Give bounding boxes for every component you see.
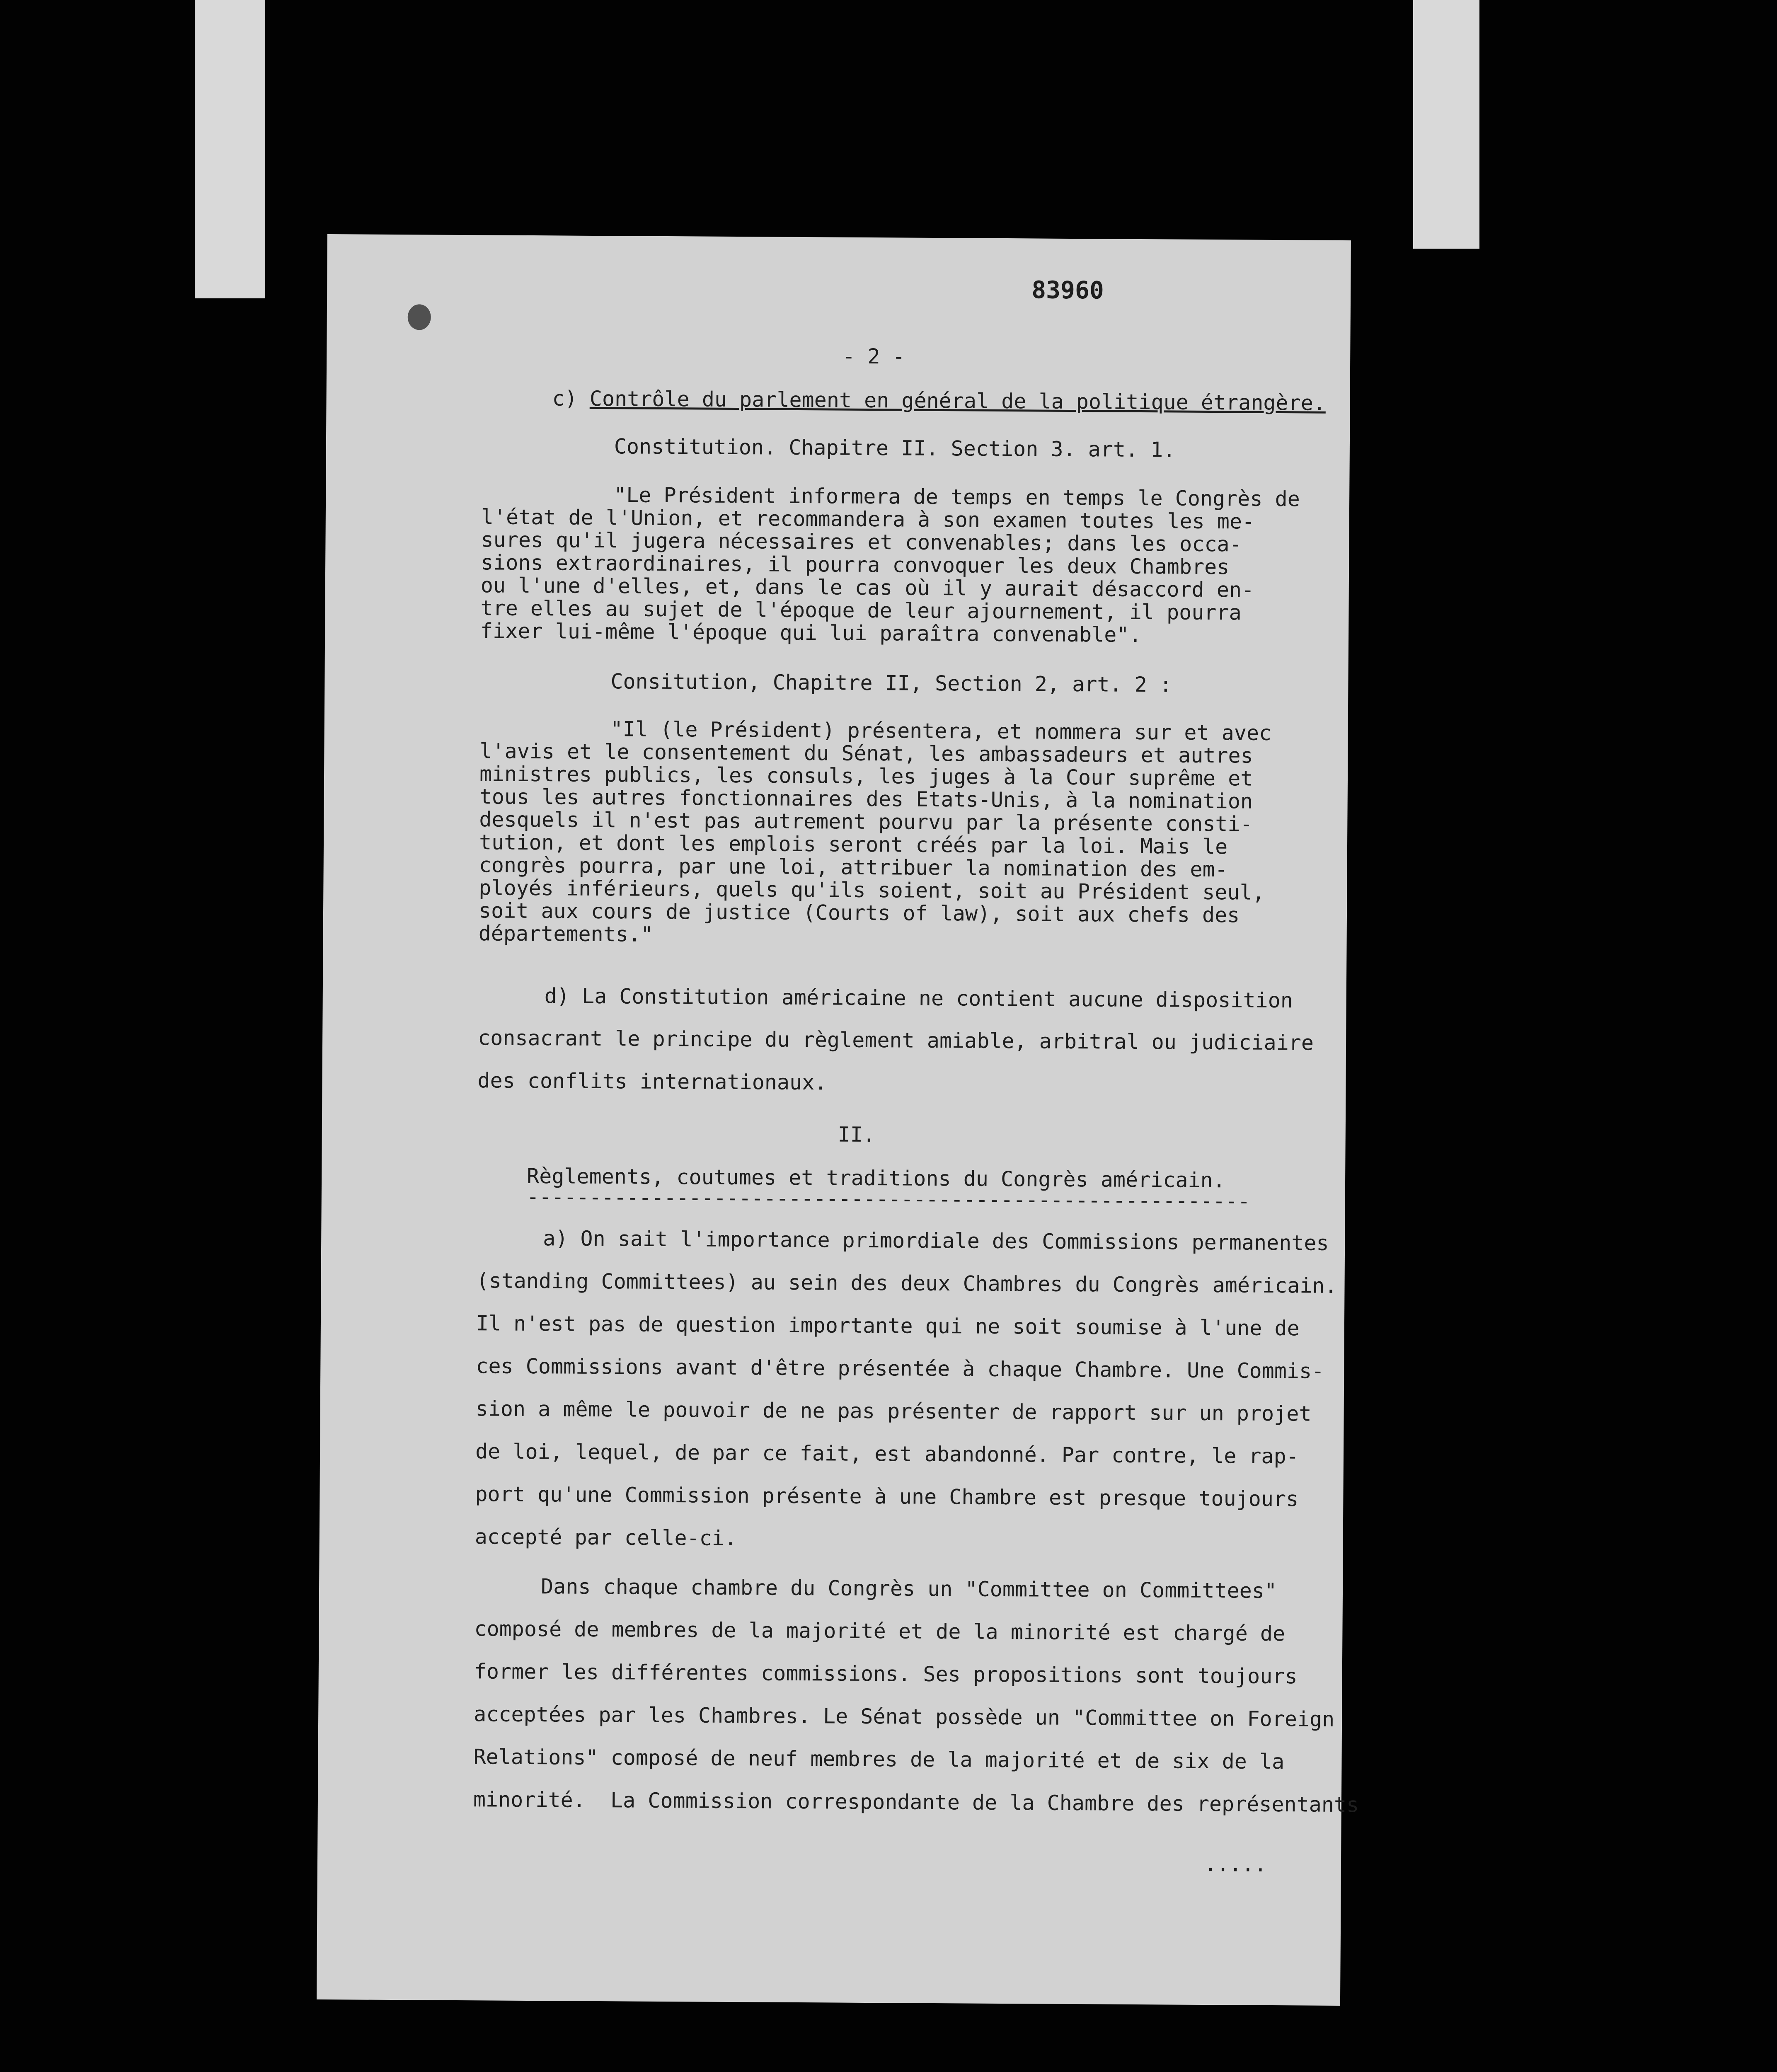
- para-b-line: composé de membres de la majorité et de la minorité est chargé de: [474, 1617, 1286, 1646]
- quote-1-line: l'état de l'Union, et recommandera à son examen toutes les me-: [481, 505, 1255, 534]
- part-title: Règlements, coutumes et traditions du Congrès américain.: [526, 1164, 1226, 1193]
- document-number: 83960: [1031, 276, 1104, 305]
- quote-1-line: sions extraordinaires, il pourra convoquer les deux Chambres: [480, 550, 1230, 579]
- section-d-line: des conflits internationaux.: [477, 1068, 827, 1095]
- quote-2-line: soit aux cours de justice (Courts of law), soit aux chefs des: [478, 898, 1240, 927]
- para-b-line: Dans chaque chambre du Congrès un "Committee on Committees": [540, 1574, 1277, 1603]
- para-b-line: Relations" composé de neuf membres de la majorité et de six de la: [473, 1745, 1285, 1774]
- quote-1-line: "Le Président informera de temps en temps le Congrès de: [613, 483, 1300, 511]
- section-d-line: consacrant le principe du règlement amiable, arbitral ou judiciaire: [477, 1026, 1314, 1055]
- page-number: - 2 -: [843, 344, 905, 369]
- part-title-rule: ----------------------------------------------------------: [526, 1184, 1250, 1213]
- para-a-line: de loi, lequel, de par ce fait, est abandonné. Par contre, le rap-: [475, 1439, 1299, 1469]
- quote-2-line: "Il (le Président) présentera, et nommera sur et avec: [610, 717, 1272, 745]
- citation-2: Consitution, Chapitre II, Section 2, art. 2 :: [610, 669, 1172, 697]
- section-c-label: c): [552, 386, 590, 411]
- para-b-line: minorité. La Commission correspondante de la Chambre des représentants: [473, 1787, 1359, 1817]
- quote-1-line: tre elles au sujet de l'époque de leur ajournement, il pourra: [480, 596, 1242, 625]
- quote-2-line: l'avis et le consentement du Sénat, les ambassadeurs et autres: [479, 739, 1253, 768]
- quote-1-line: sures qu'il jugera nécessaires et convenables; dans les occa-: [481, 528, 1242, 557]
- section-d-line: d) La Constitution américaine ne contient aucune disposition: [544, 984, 1293, 1013]
- citation-1: Constitution. Chapitre II. Section 3. art. 1.: [614, 434, 1176, 462]
- para-a-line: ces Commissions avant d'être présentée à chaque Chambre. Une Commis-: [476, 1354, 1324, 1383]
- quote-2-line: tution, et dont les emplois seront créés par la loi. Mais le: [479, 830, 1228, 859]
- quote-2-line: desquels il n'est pas autrement pourvu par la présente consti-: [479, 807, 1253, 836]
- punch-hole: [408, 304, 431, 330]
- section-c-heading: [552, 388, 1326, 413]
- quote-1-line: fixer lui-même l'époque qui lui paraîtra convenable".: [480, 619, 1142, 647]
- section-c-title: Contrôle du parlement en général de la politique étrangère.: [589, 386, 1326, 415]
- quote-2-line: départements.": [478, 921, 654, 946]
- mounting-tape-top-right: [1413, 0, 1479, 249]
- document-page: [317, 234, 1359, 2006]
- para-a-line: accepté par celle-ci.: [475, 1525, 737, 1551]
- continuation-dots: .....: [1204, 1852, 1267, 1876]
- para-a-line: (standing Committees) au sein des deux Chambres du Congrès américain.: [476, 1268, 1337, 1298]
- quote-1-line: ou l'une d'elles, et, dans le cas où il y aurait désaccord en-: [480, 573, 1254, 602]
- para-a-line: port qu'une Commission présente à une Chambre est presque toujours: [475, 1482, 1299, 1511]
- para-b-line: former les différentes commissions. Ses propositions sont toujours: [474, 1659, 1298, 1689]
- para-a-line: sion a même le pouvoir de ne pas présenter de rapport sur un projet: [475, 1397, 1312, 1426]
- para-b-line: acceptées par les Chambres. Le Sénat possède un "Committee on Foreign: [474, 1702, 1335, 1731]
- quote-2-line: congrès pourra, par une loi, attribuer la nomination des em-: [479, 853, 1228, 882]
- quote-2-line: tous les autres fonctionnaires des Etats-Unis, à la nomination: [479, 784, 1253, 813]
- quote-2-line: ployés inférieurs, quels qu'ils soient, soit au Président seul,: [479, 876, 1265, 905]
- mounting-tape-top-left: [195, 0, 265, 298]
- para-a-line: Il n'est pas de question importante qui ne soit soumise à l'une de: [476, 1311, 1300, 1341]
- quote-2-line: ministres publics, les consuls, les juges à la Cour suprême et: [479, 762, 1253, 791]
- part-number: II.: [838, 1122, 876, 1147]
- para-a-line: a) On sait l'importance primordiale des Commissions permanentes: [543, 1226, 1329, 1255]
